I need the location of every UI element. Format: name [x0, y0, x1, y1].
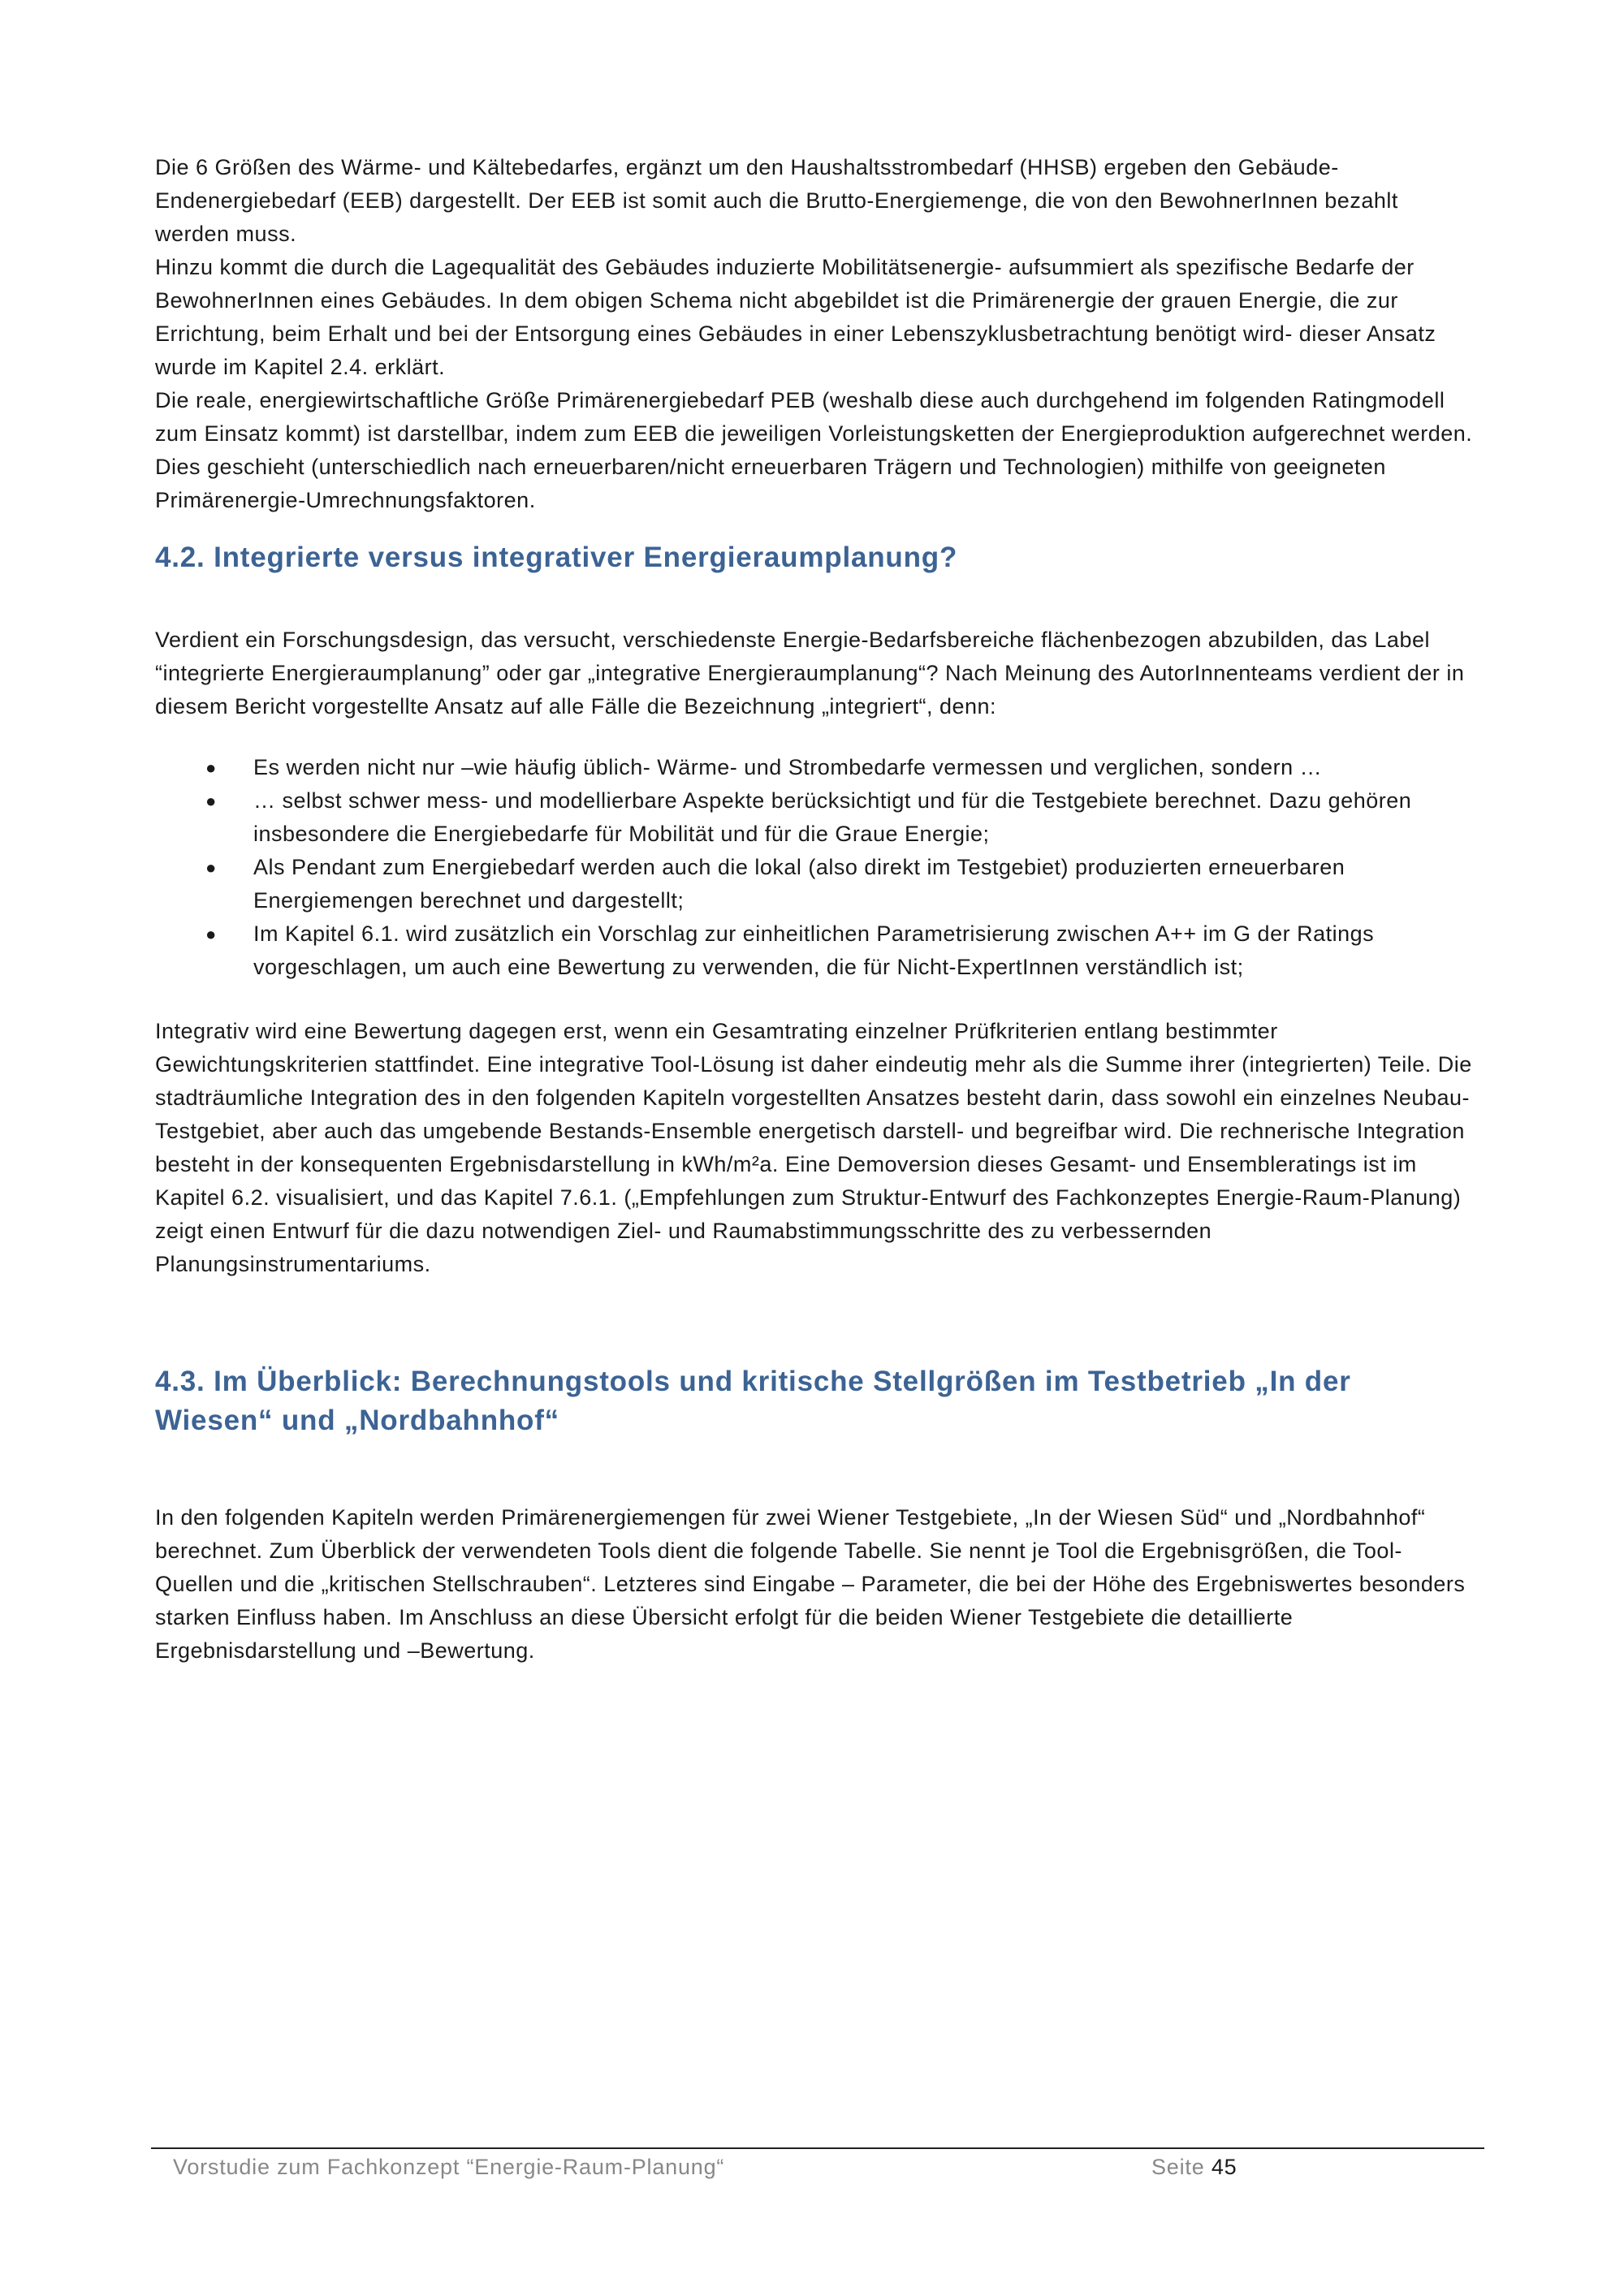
paragraph-integrativ: Integrativ wird eine Bewertung dagegen erst, wenn ein Gesamtrating einzelner Prüfkriterien entlang bestimmter Gewichtungskriterien stattfindet. Eine integrative Tool-Lösung ist daher eindeutig mehr als die Summe ihrer (integrierten) Teile. Die stadträumliche Integration des in den folgenden Kapiteln vorgestellten Ansatzes besteht darin, dass sowohl ein einzelnes Neubau-Testgebiet, aber auch das umgebende Bestands-Ensemble energetisch darstell- und begreifbar wird. Die rechnerische Integration besteht in der konsequenten Ergebnisdarstellung in kWh/m²a. Eine Demoversion dieses Gesamt- und Ensembleratings ist im Kapitel 6.2. visualisiert, und das Kapitel 7.6.1. („Empfehlungen zum Struktur-Entwurf des Fachkonzeptes Energie-Raum-Planung) zeigt einen Entwurf für die dazu notwendigen Ziel- und Raumabstimmungsschritte des zu verbessernden Planungsinstrumentariums.: [155, 1019, 1472, 1276]
footer-page-indicator: [1151, 2155, 1237, 2180]
list-item: ● Als Pendant zum Energiebedarf werden auch die lokal (also direkt im Testgebiet) produzierten erneuerbaren Energiemengen berechnet und dargestellt;: [155, 851, 1475, 917]
list-item: ● … selbst schwer mess- und modellierbare Aspekte berücksichtigt und für die Testgebiete berechnet. Dazu gehören insbesondere die Energiebedarfe für Mobilität und für die Graue Energie;: [155, 784, 1475, 851]
page-body: [155, 151, 1475, 1668]
paragraph-testgebiete: In den folgenden Kapiteln werden Primärenergiemengen für zwei Wiener Testgebiete, „In der Wiesen Süd“ und „Nordbahnhof“ berechnet. Zum Überblick der verwendeten Tools dient die folgende Tabelle. Sie nennt je Tool die Ergebnisgrößen, die Tool-Quellen und die „kritischen Stellschrauben“. Letzteres sind Eingabe – Parameter, die bei der Höhe des Ergebniswertes besonders starken Einfluss haben. Im Anschluss an diese Übersicht erfolgt für die beiden Wiener Testgebiete die detaillierte Ergebnisdarstellung und –Bewertung.: [155, 1505, 1466, 1663]
bullet-icon: ●: [205, 924, 217, 944]
list-item: ● Im Kapitel 6.1. wird zusätzlich ein Vorschlag zur einheitlichen Parametrisierung zwischen A++ im G der Ratings vorgeschlagen, um auch eine Bewertung zu verwenden, die für Nicht-ExpertInnen verständlich ist;: [155, 917, 1475, 984]
page-label: Seite: [1151, 2155, 1205, 2179]
section-heading-4-2: 4.2. Integrierte versus integrativer Energieraumplanung?: [155, 542, 958, 573]
footer-document-title: Vorstudie zum Fachkonzept “Energie-Raum-Planung“: [173, 2155, 725, 2179]
bullet-icon: ●: [205, 757, 217, 778]
paragraph-mobilitaetsenergie: Hinzu kommt die durch die Lagequalität des Gebäudes induzierte Mobilitätsenergie- aufsummiert als spezifische Bedarfe der BewohnerInnen eines Gebäudes. In dem obigen Schema nicht abgebildet ist die Primärenergie der grauen Energie, die zur Errichtung, beim Erhalt und bei der Entsorgung eines Gebäudes in einer Lebenszyklusbetrachtung benötigt wird- dieser Ansatz wurde im Kapitel 2.4. erklärt.: [155, 255, 1436, 379]
bullet-list: [155, 751, 1475, 984]
footer-divider: [151, 2147, 1484, 2149]
paragraph-primaerenergiebedarf: Die reale, energiewirtschaftliche Größe Primärenergiebedarf PEB (weshalb diese auch durchgehend im folgenden Ratingmodell zum Einsatz kommt) ist darstellbar, indem zum EEB die jeweiligen Vorleistungsketten der Energieproduktion aufgerechnet werden. Dies geschieht (unterschiedlich nach erneuerbaren/nicht erneuerbaren Trägern und Technologien) mithilfe von geeigneten Primärenergie-Umrechnungsfaktoren.: [155, 388, 1473, 512]
section-heading-4-3: 4.3. Im Überblick: Berechnungstools und kritische Stellgrößen im Testbetrieb „In der Wiesen“ und „Nordbahnhof“: [155, 1366, 1351, 1436]
list-item: ● Es werden nicht nur –wie häufig üblich- Wärme- und Strombedarfe vermessen und verglichen, sondern …: [155, 751, 1475, 784]
page-number: 45: [1211, 2155, 1237, 2179]
bullet-icon: ●: [205, 791, 217, 811]
bullet-icon: ●: [205, 857, 217, 878]
paragraph-gebaeude-endenergiebedarf: Die 6 Größen des Wärme- und Kältebedarfes, ergänzt um den Haushaltsstrombedarf (HHSB) ergeben den Gebäude-Endenergiebedarf (EEB) dargestellt. Der EEB ist somit auch die Brutto-Energiemenge, die von den BewohnerInnen bezahlt werden muss.: [155, 155, 1398, 246]
paragraph-forschungsdesign: Verdient ein Forschungsdesign, das versucht, verschiedenste Energie-Bedarfsbereiche flächenbezogen abzubilden, das Label “integrierte Energieraumplanung” oder gar „integrative Energieraumplanung“? Nach Meinung des AutorInnenteams verdient der in diesem Bericht vorgestellte Ansatz auf alle Fälle die Bezeichnung „integriert“, denn:: [155, 628, 1465, 719]
